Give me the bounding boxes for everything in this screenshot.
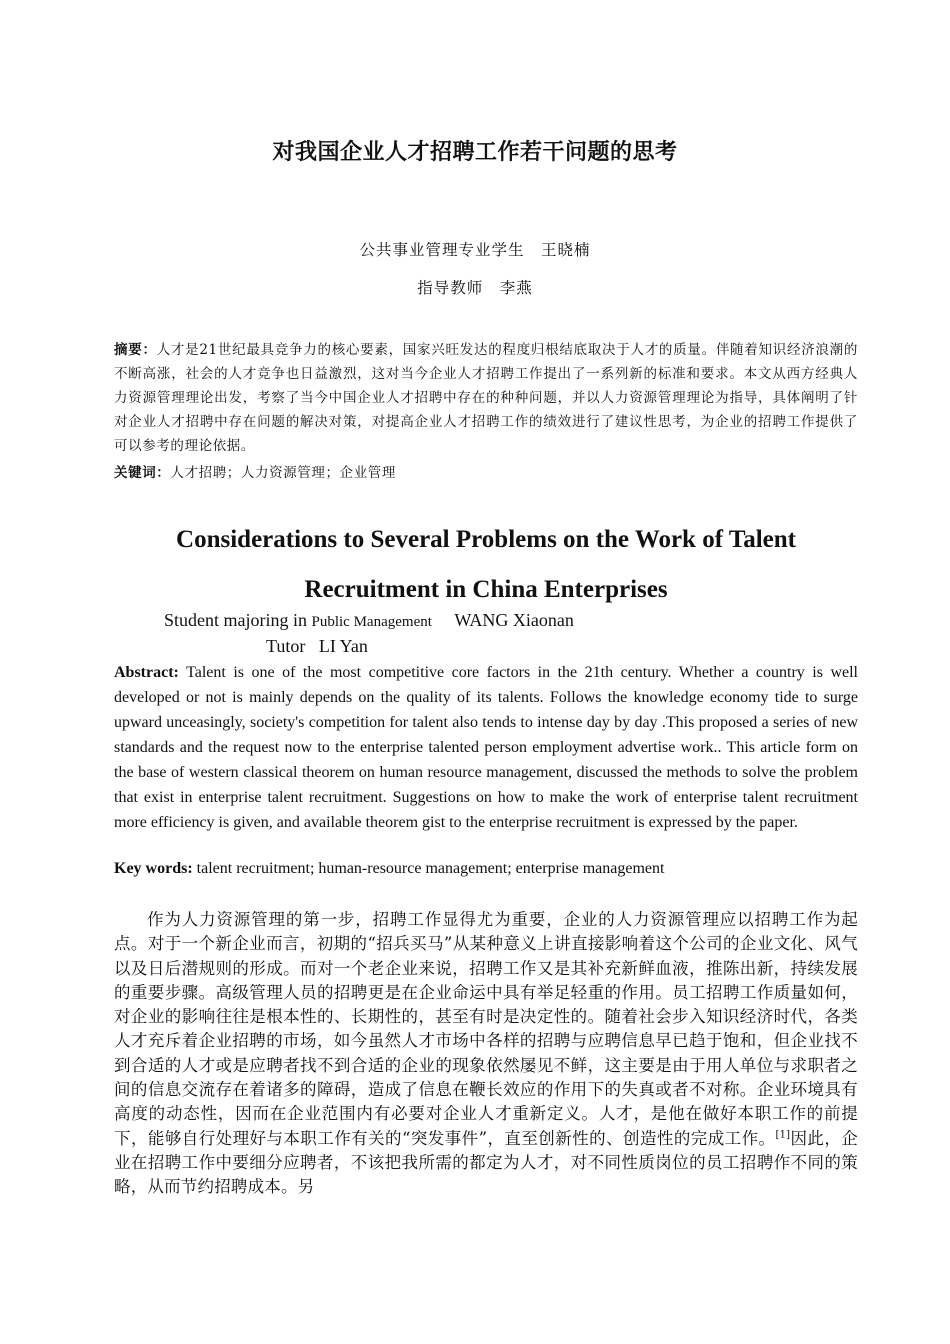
english-abstract-label: Abstract:	[114, 664, 179, 681]
english-author-name: WANG Xiaonan	[454, 610, 574, 630]
english-abstract	[114, 660, 858, 835]
english-keywords-label: Key words:	[114, 860, 193, 877]
chinese-author-line: 公共事业管理专业学生 王晓楠	[359, 241, 591, 259]
english-author-line	[164, 610, 574, 631]
chinese-tutor-line: 指导教师 李燕	[417, 279, 533, 297]
english-title	[114, 515, 858, 615]
chinese-keywords-label: 关键词：	[114, 465, 171, 481]
english-author-prefix: Student majoring in	[164, 610, 307, 630]
chinese-keywords	[114, 461, 858, 481]
chinese-keywords-text: 人才招聘；人力资源管理；企业管理	[170, 465, 397, 481]
english-tutor-line: Tutor LI Yan	[266, 636, 368, 656]
english-keywords-text: talent recruitment; human-resource management; enterprise management	[196, 860, 665, 877]
english-author-major: Public Management	[311, 614, 432, 630]
chinese-title: 对我国企业人才招聘工作若干问题的思考	[272, 140, 678, 165]
citation-marker[interactable]: [1]	[775, 1129, 791, 1141]
english-title-line-2: Recruitment in China Enterprises	[304, 576, 668, 603]
chinese-abstract	[114, 338, 858, 458]
english-keywords	[114, 860, 858, 878]
english-abstract-text: Talent is one of the most competitive core factors in the 21th century. Whether a country is well developed or not is mainly depends on the quality of its talents. Follows the knowledge economy tide to surge upward unceasingly, society's competition for talent also tends to intense day by day .This proposed a series of new standards and the request now to the enterprise talented person employment advertise work.. This article form on the base of western classical theorem on human resource management, discussed the methods to solve the problem that exist in enterprise talent recruitment. Suggestions on how to make the work of enterprise talent recruitment more efficiency is given, and available theorem gist to the enterprise recruitment is expressed by the paper.	[114, 664, 859, 831]
chinese-abstract-label: 摘要：	[114, 342, 157, 358]
body-text-part-1: 作为人力资源管理的第一步，招聘工作显得尤为重要，企业的人力资源管理应以招聘工作为起点。对于一个新企业而言，初期的“招兵买马”从某种意义上讲直接影响着这个公司的企业文化、风气以及日后潜规则的形成。而对一个老企业来说，招聘工作又是其补充新鲜血液，推陈出新，持续发展的重要步骤。高级管理人员的招聘更是在企业命运中具有举足轻重的作用。员工招聘工作质量如何，对企业的影响往往是根本性的、长期性的，甚至有时是决定性的。随着社会步入知识经济时代，各类人才充斥着企业招聘的市场，如今虽然人才市场中各样的招聘与应聘信息早已趋于饱和，但企业找不到合适的人才或是应聘者找不到合适的企业的现象依然屡见不鲜，这主要是由于用人单位与求职者之间的信息交流存在着诸多的障碍，造成了信息在鞭长效应的作用下的失真或者不对称。企业环境具有高度的动态性，因而在企业范围内有必要对企业人才重新定义。人才，是他在做好本职工作的前提下，能够自行处理好与本职工作有关的“突发事件”，直至创新性的、创造性的完成工作。	[114, 910, 858, 1148]
english-title-line-1: Considerations to Several Problems on the Work of Talent	[176, 526, 796, 553]
body-text-part-2: 因此，企业在招聘工作中要细分应聘者，不该把我所需的都定为人才，对不同性质岗位的员工招聘作不同的策略，从而节约招聘成本。另	[114, 1128, 858, 1197]
chinese-abstract-text: 人才是21世纪最具竞争力的核心要素，国家兴旺发达的程度归根结底取决于人才的质量。伴随着知识经济浪潮的不断高涨，社会的人才竞争也日益激烈，这对当今企业人才招聘工作提出了一系列新的标准和要求。本文从西方经典人力资源管理理论出发，考察了当今中国企业人才招聘中存在的种种问题，并以人力资源管理理论为指导，具体阐明了针对企业人才招聘中存在问题的解决对策，对提高企业人才招聘工作的绩效进行了建议性思考，为企业的招聘工作提供了可以参考的理论依据。	[114, 342, 858, 454]
body-paragraph	[114, 908, 858, 1200]
